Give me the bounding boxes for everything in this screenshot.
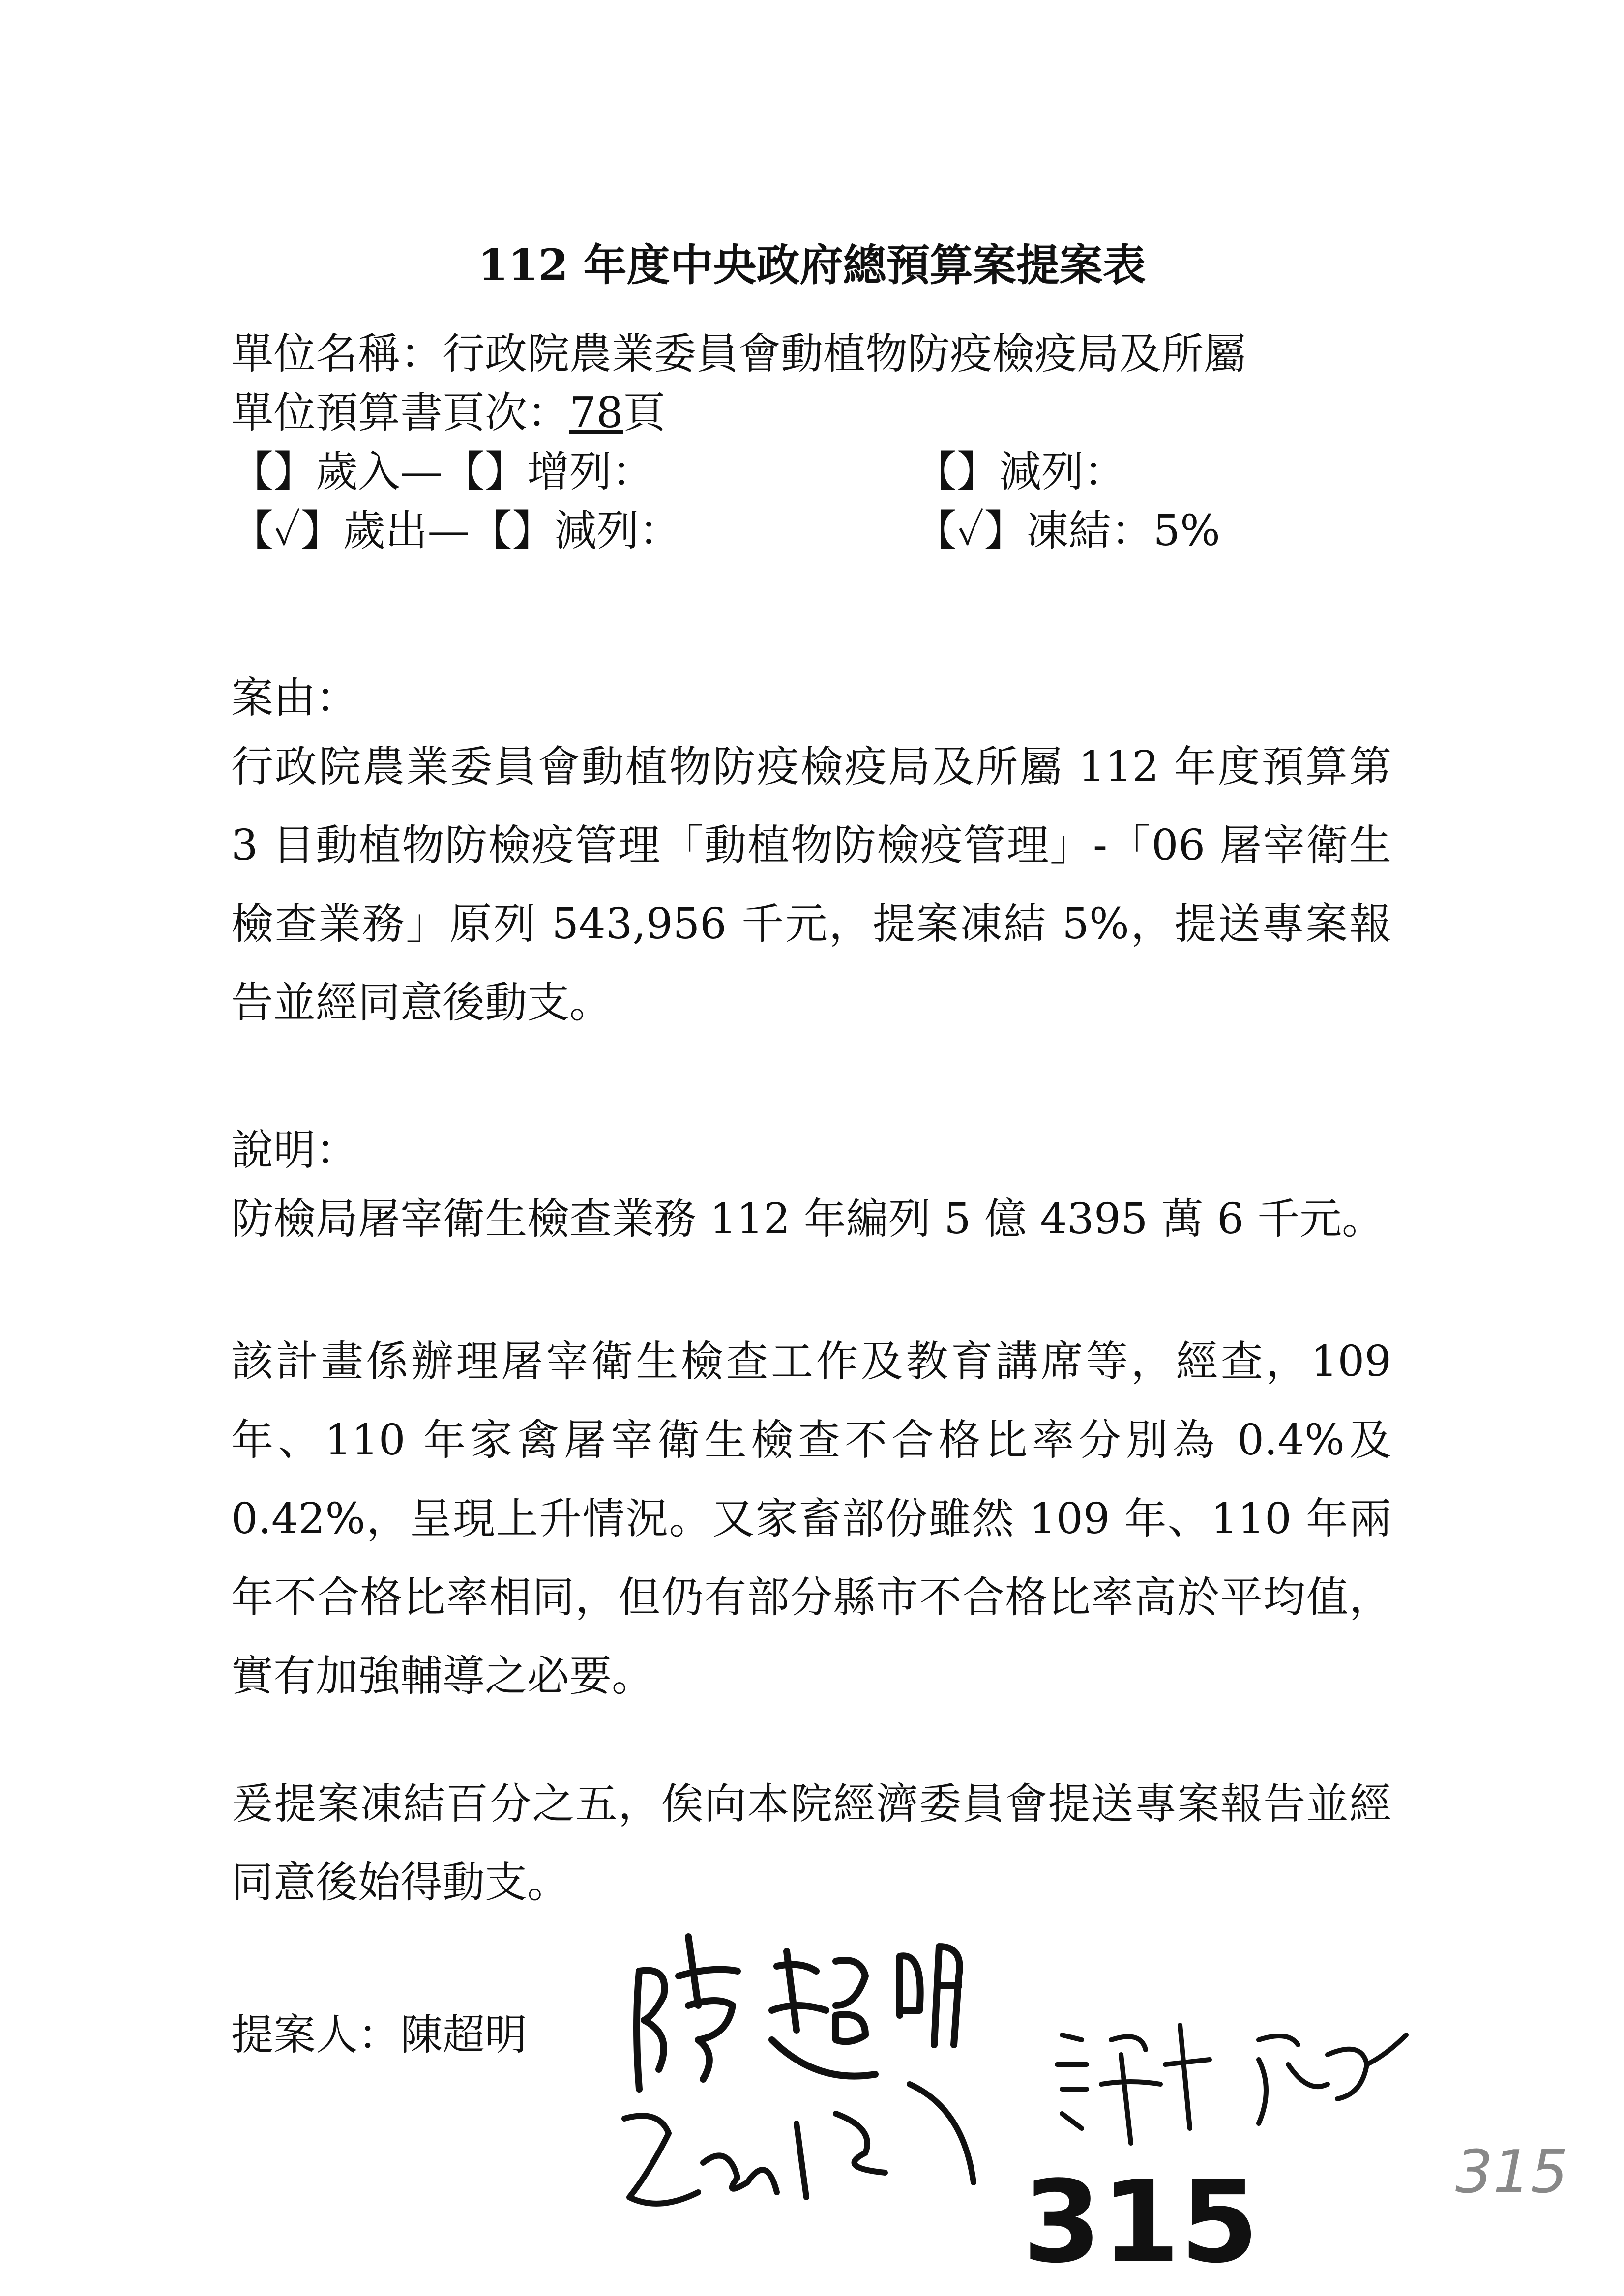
explain-heading: 說明：	[231, 1126, 358, 1175]
page-ref-suffix: 頁	[623, 388, 666, 437]
proposer-label: 提案人：陳超明	[231, 2010, 527, 2060]
option-expense-decrease: 【✓】歲出—【】減列：	[231, 506, 681, 555]
signature-chen-chao-ming	[637, 1937, 960, 2089]
unit-name: 單位名稱：行政院農業委員會動植物防疫檢疫局及所屬	[231, 329, 1246, 378]
signature-scribble	[624, 2084, 974, 2204]
case-text: 行政院農業委員會動植物防疫檢疫局及所屬 112 年度預算第 3 目動植物防檢疫管理「動植物防檢疫管理」-「06 屠宰衛生檢查業務」原列 543,956 千元，提案凍結 5%，提送專案報告並經同意後動支。	[231, 742, 1391, 1027]
document-title: 112 年度中央政府總預算案提案表	[478, 239, 1146, 291]
signature-right	[1057, 2025, 1406, 2143]
case-heading: 案由：	[231, 673, 358, 723]
option-revenue-increase: 【】歲入—【】增列：	[231, 447, 654, 496]
corner-page-number: 315	[1455, 2138, 1568, 2207]
page-ref-prefix: 單位預算書頁次：	[231, 388, 569, 437]
explain-paragraph-2: 該計畫係辦理屠宰衛生檢查工作及教育講席等，經查，109 年、110 年家禽屠宰衛生檢查不合格比率分別為 0.4%及 0.42%，呈現上升情況。又家畜部份雖然 109 年、110 年兩年不合格比率相同，但仍有部分縣市不合格比率高於平均值，實有加強輔導之必要。	[231, 1337, 1391, 1701]
explain-paragraph-1: 防檢局屠宰衛生檢查業務 112 年編列 5 億 4395 萬 6 千元。	[231, 1194, 1385, 1244]
option-freeze: 【✓】凍結：5%	[915, 506, 1220, 555]
explain-paragraph-3: 爰提案凍結百分之五，俟向本院經濟委員會提送專案報告並經同意後始得動支。	[231, 1779, 1391, 1907]
option-revenue-decrease: 【】減列：	[915, 447, 1126, 496]
handwritten-page-number: 315	[1023, 2157, 1259, 2288]
page-ref-number: 78	[569, 388, 623, 437]
